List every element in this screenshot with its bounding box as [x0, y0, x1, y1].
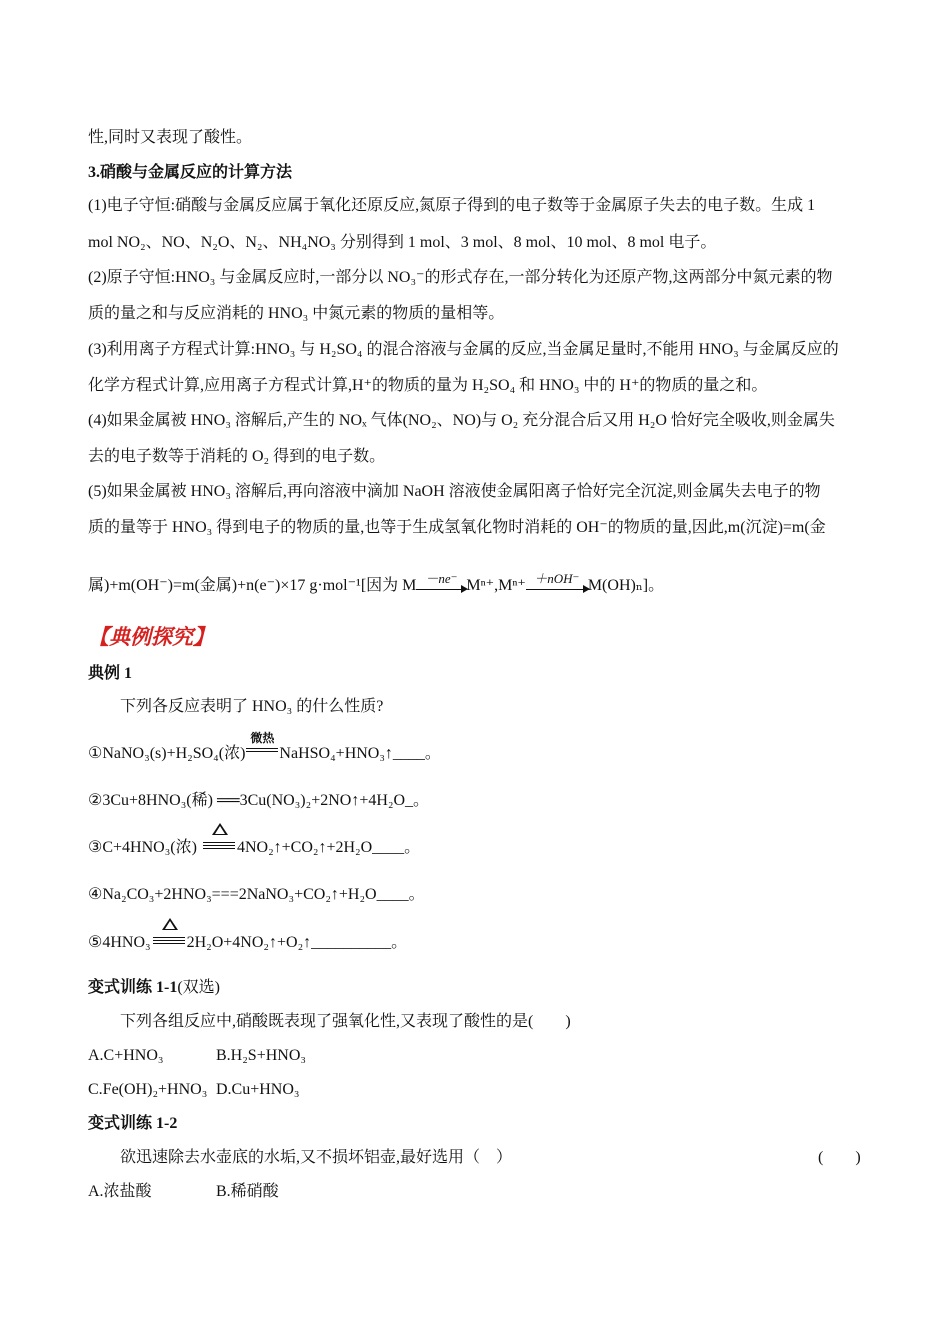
reaction-arrow-2: [526, 571, 588, 595]
paragraph-2-line-2: 质的量之和与反应消耗的 HNO₃ 中氮元素的物质的量相等。: [88, 305, 505, 322]
reaction-3-left: ③C+4HNO₃(浓): [88, 839, 197, 856]
practice-1-option-d: D.Cu+HNO₃: [216, 1081, 300, 1098]
example-1-question: 下列各反应表明了 HNO₃ 的什么性质?: [120, 698, 384, 715]
paragraph-5-line-3: [88, 571, 665, 596]
formula-end: M(OH)ₙ]。: [587, 577, 665, 594]
practice-2-answer-paren: ( ): [818, 1149, 861, 1166]
reaction-2: ②3Cu+8HNO₃(稀) ══3Cu(NO₃)₂+2NO↑+4H₂O_。: [88, 792, 430, 809]
reaction-1-left: ①NaNO₃(s)+H₂SO₄(浓): [88, 745, 246, 762]
reaction-1-right: NaHSO₄+HNO₃↑____。: [279, 745, 441, 762]
practice-1-note: (双选): [177, 979, 221, 996]
paragraph-3-line-1: (3)利用离子方程式计算:HNO₃ 与 H₂SO₄ 的混合溶液与金属的反应,当金属足量时,不能用 HNO₃ 与金属反应的: [88, 341, 839, 358]
reaction-5-right: 2H₂O+4NO₂↑+O₂↑__________。: [186, 934, 408, 951]
practice-2-option-b: B.稀硝酸: [216, 1183, 279, 1200]
formula-mid: Mⁿ⁺,Mⁿ⁺: [466, 577, 526, 594]
reaction-1: [88, 731, 441, 764]
practice-1-option-b: B.H₂S+HNO₃: [216, 1047, 306, 1064]
arrow-1-label: －ne⁻: [425, 571, 458, 587]
heat-condition-icon: [201, 832, 237, 852]
reaction-arrow-1: [416, 571, 466, 595]
reaction-3-right: 4NO₂↑+CO₂↑+2H₂O____。: [236, 839, 421, 856]
reaction-5: [88, 927, 407, 953]
practice-1-option-a: A.C+HNO₃: [88, 1047, 164, 1064]
paragraph-5-line-1: (5)如果金属被 HNO₃ 溶解后,再向溶液中滴加 NaOH 溶液使金属阳离子恰好完全沉淀,则金属失去电子的物: [88, 483, 821, 500]
section-title: 3.硝酸与金属反应的计算方法: [88, 164, 293, 181]
intro-tail: 性,同时又表现了酸性。: [88, 129, 253, 146]
heat-condition-icon: [151, 927, 187, 947]
practice-2-option-a: A.浓盐酸: [88, 1183, 152, 1200]
paragraph-3-line-2: 化学方程式计算,应用离子方程式计算,H⁺的物质的量为 H₂SO₄ 和 HNO₃ 中的 H⁺的物质的量之和。: [88, 377, 768, 394]
mild-heat-condition: [245, 731, 279, 758]
practice-1-question: 下列各组反应中,硝酸既表现了强氧化性,又表现了酸性的是( ): [120, 1013, 571, 1030]
paragraph-2-line-1: (2)原子守恒:HNO₃ 与金属反应时,一部分以 NO₃⁻的形式存在,一部分转化为还原产物,这两部分中氮元素的物: [88, 269, 833, 286]
practice-1-option-c: C.Fe(OH)₂+HNO₃: [88, 1081, 208, 1098]
paragraph-4-line-1: (4)如果金属被 HNO₃ 溶解后,产生的 NOₓ 气体(NO₂、NO)与 O₂ 充分混合后又用 H₂O 恰好完全吸收,则金属失: [88, 412, 835, 429]
reaction-3: [88, 832, 420, 858]
examples-heading: 【典例探究】: [88, 625, 214, 649]
practice-2-title: 变式训练 1-2: [88, 1115, 178, 1132]
practice-2-question: 欲迅速除去水壶底的水垢,又不损坏铝壶,最好选用（ ）: [120, 1149, 513, 1166]
paragraph-1-line-2: mol NO₂、NO、N₂O、N₂、NH₄NO₃ 分别得到 1 mol、3 mol、8 mol、10 mol、8 mol 电子。: [88, 234, 717, 251]
paragraph-5-line-2: 质的量等于 HNO₃ 得到电子的物质的量,也等于生成氢氧化物时消耗的 OH⁻的物质的量,因此,m(沉淀)=m(金: [88, 519, 826, 536]
paragraph-4-line-2: 去的电子数等于消耗的 O₂ 得到的电子数。: [88, 448, 386, 465]
formula-start: 属)+m(OH⁻)=m(金属)+n(e⁻)×17 g·mol⁻¹[因为 M: [88, 577, 417, 594]
reaction-4: ④Na₂CO₃+2HNO₃===2NaNO₃+CO₂↑+H₂O____。: [88, 886, 425, 903]
practice-1-heading: [88, 978, 220, 998]
practice-1-title: 变式训练 1-1: [88, 979, 178, 996]
paragraph-1-line-1: (1)电子守恒:硝酸与金属反应属于氧化还原反应,氮原子得到的电子数等于金属原子失去的电子数。生成 1: [88, 197, 816, 214]
mild-heat-label: 微热: [250, 731, 275, 745]
arrow-2-label: ＋nOH⁻: [534, 571, 580, 587]
reaction-5-left: ⑤4HNO₃: [88, 934, 151, 951]
example-1-title: 典例 1: [88, 665, 133, 682]
